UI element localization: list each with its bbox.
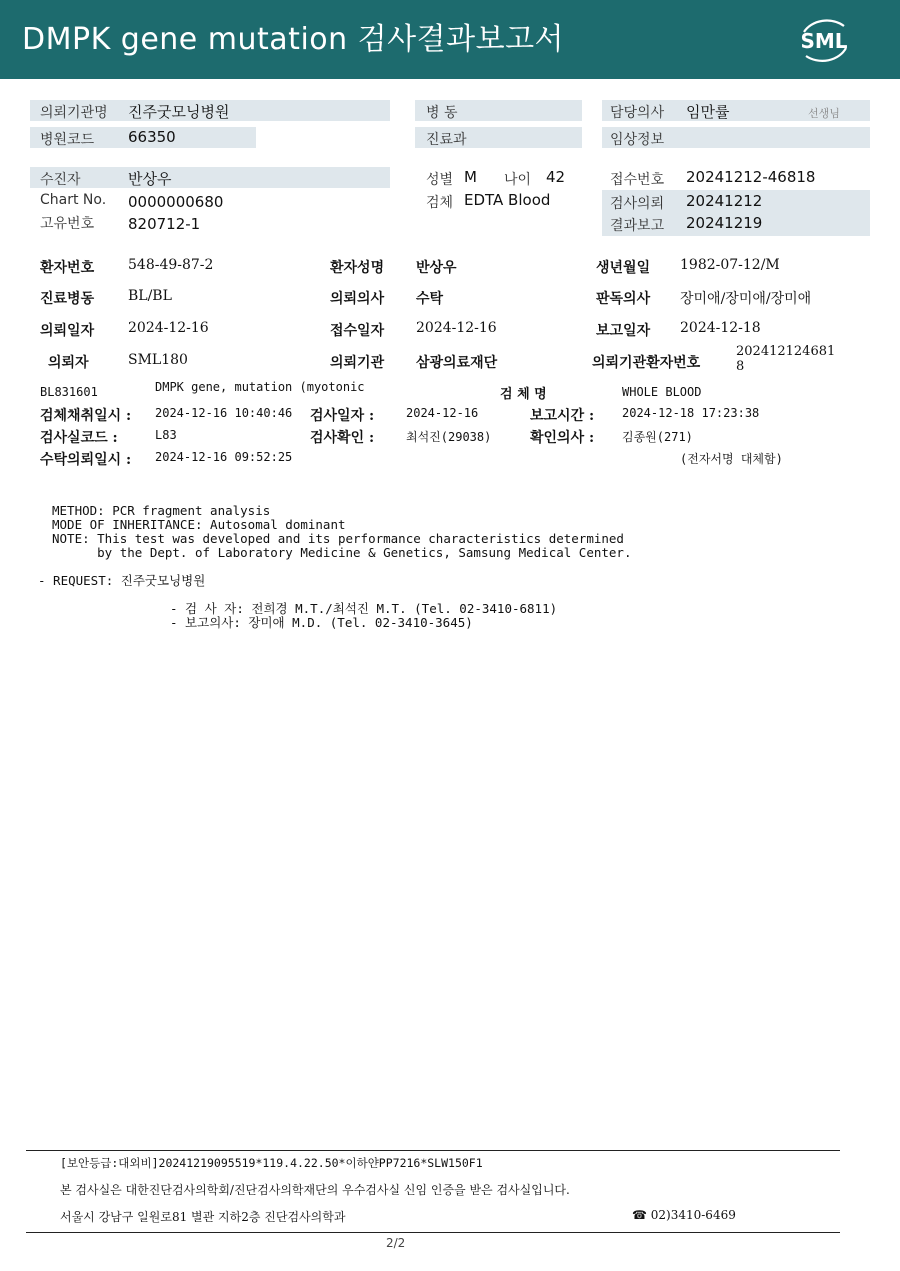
unique-label: 고유번호 [40, 216, 95, 232]
method-line: METHOD: PCR fragment analysis [52, 503, 271, 518]
order-time-value: 2024-12-16 09:52:25 [155, 450, 293, 464]
receipt-label: 접수번호 [610, 172, 665, 188]
institution-value: 진주굿모닝병원 [128, 103, 230, 121]
test-date-value: 2024-12-16 [406, 406, 479, 420]
footer-bottom-rule [26, 1232, 840, 1233]
ward-detail-value: BL/BL [128, 288, 172, 304]
institution-label: 의뢰기관명 [40, 105, 108, 121]
receipt-value: 20241212-46818 [686, 168, 816, 186]
clinical-label: 임상정보 [610, 132, 665, 148]
reader-value: 장미애/장미애/장미애 [680, 291, 812, 307]
tester-line: - 검 사 자: 전희경 M.T./최석진 M.T. (Tel. 02-3410-6811) [170, 601, 558, 616]
report-header [0, 0, 900, 79]
report-date-value: 2024-12-18 [680, 320, 761, 336]
confirm-doctor-value: 김종원(271) [622, 430, 693, 444]
age-value: 42 [546, 168, 566, 186]
requester-value: SML180 [128, 352, 188, 368]
patient-label: 수진자 [40, 172, 81, 188]
request-label: 검사의뢰 [610, 196, 665, 212]
patient-value: 반상우 [128, 170, 172, 188]
chart-value: 0000000680 [128, 193, 224, 211]
reporter-line: - 보고의사: 장미애 M.D. (Tel. 02-3410-3645) [170, 615, 473, 630]
requester-label: 의뢰자 [48, 355, 89, 371]
patient-no-value: 548-49-87-2 [128, 257, 214, 273]
request-line: - REQUEST: 진주굿모닝병원 [38, 573, 206, 588]
test-code: BL831601 [40, 385, 98, 399]
req-doctor-value: 수탁 [416, 291, 444, 307]
test-date-label: 검사일자 : [310, 408, 375, 424]
report-value: 20241219 [686, 214, 763, 232]
receipt-date-value: 2024-12-16 [416, 320, 497, 336]
page-number: 2/2 [386, 1236, 406, 1250]
hospital-code-label: 병원코드 [40, 132, 95, 148]
lab-code-label: 검사실코드 : [40, 430, 118, 446]
ward-detail-label: 진료병동 [40, 291, 95, 307]
report-title: DMPK gene mutation 검사결과보고서 [22, 22, 565, 57]
report-date-label: 보고일자 [596, 323, 651, 339]
lab-code-value: L83 [155, 428, 177, 442]
patient-bar [30, 167, 390, 188]
specimen-label: 검체 [426, 195, 454, 211]
order-time-label: 수탁의뢰일시 : [40, 452, 132, 468]
phone-line: ☎ 02)3410-6469 [632, 1208, 736, 1222]
confirm-label: 검사확인 : [310, 430, 375, 446]
confirm-doctor-label: 확인의사 : [530, 430, 595, 446]
security-line: [보안등급:대외비]20241219095519*119.4.22.50*이하얀PP7216*SLW150F1 [60, 1156, 483, 1170]
inst-patient-no-label: 의뢰기관환자번호 [592, 355, 701, 371]
certification-line: 본 검사실은 대한진단검사의학회/진단검사의학재단의 우수검사실 신임 인증을 받은 검사실입니다. [60, 1183, 570, 1197]
doctor-value: 임만률 [686, 103, 730, 121]
specimen-name-value: WHOLE BLOOD [622, 385, 702, 399]
birth-label: 생년월일 [596, 260, 651, 276]
note-line-cont: by the Dept. of Laboratory Medicine & Genetics, Samsung Medical Center. [52, 545, 632, 560]
sml-logo [792, 12, 856, 68]
test-name: DMPK gene, mutation (myotonic [155, 380, 365, 394]
sex-label: 성별 [426, 172, 454, 188]
req-inst-label: 의뢰기관 [330, 355, 385, 371]
req-date-label: 의뢰일자 [40, 323, 95, 339]
inheritance-line: MODE OF INHERITANCE: Autosomal dominant [52, 517, 346, 532]
inst-patient-no-value: 202412124681 [736, 344, 836, 359]
patient-no-label: 환자번호 [40, 260, 95, 276]
receipt-date-label: 접수일자 [330, 323, 385, 339]
specimen-name-label: 검 체 명 [500, 387, 547, 402]
patient-name-value: 반상우 [416, 260, 457, 276]
specimen-value: EDTA Blood [464, 191, 551, 209]
hospital-code-value: 66350 [128, 128, 176, 146]
ward-label: 병 동 [426, 105, 458, 121]
footer-top-rule [26, 1150, 840, 1151]
birth-value: 1982-07-12/M [680, 257, 780, 273]
doctor-label: 담당의사 [610, 105, 665, 121]
sex-value: M [464, 168, 477, 186]
req-doctor-label: 의뢰의사 [330, 291, 385, 307]
report-time-value: 2024-12-18 17:23:38 [622, 406, 760, 420]
reader-label: 판독의사 [596, 291, 651, 307]
request-value: 20241212 [686, 192, 763, 210]
req-date-value: 2024-12-16 [128, 320, 209, 336]
svg-text:SML: SML [800, 29, 848, 53]
patient-name-label: 환자성명 [330, 260, 385, 276]
report-time-label: 보고시간 : [530, 408, 595, 424]
age-label: 나이 [504, 172, 532, 188]
chart-label: Chart No. [40, 192, 107, 208]
unique-value: 820712-1 [128, 215, 201, 233]
req-inst-value: 삼광의료재단 [416, 355, 498, 371]
doctor-suffix: 선생님 [808, 107, 840, 120]
report-label: 결과보고 [610, 218, 665, 234]
esign-note: (전자서명 대체함) [680, 452, 783, 466]
confirm-value: 최석진(29038) [406, 430, 492, 444]
collect-value: 2024-12-16 10:40:46 [155, 406, 293, 420]
dept-label: 진료과 [426, 132, 467, 148]
inst-patient-no-value-cont: 8 [736, 359, 745, 374]
note-line: NOTE: This test was developed and its performance characteristics determined [52, 531, 624, 546]
address-line: 서울시 강남구 일원로81 별관 지하2층 진단검사의학과 [60, 1210, 346, 1224]
collect-label: 검체채취일시 : [40, 408, 132, 424]
